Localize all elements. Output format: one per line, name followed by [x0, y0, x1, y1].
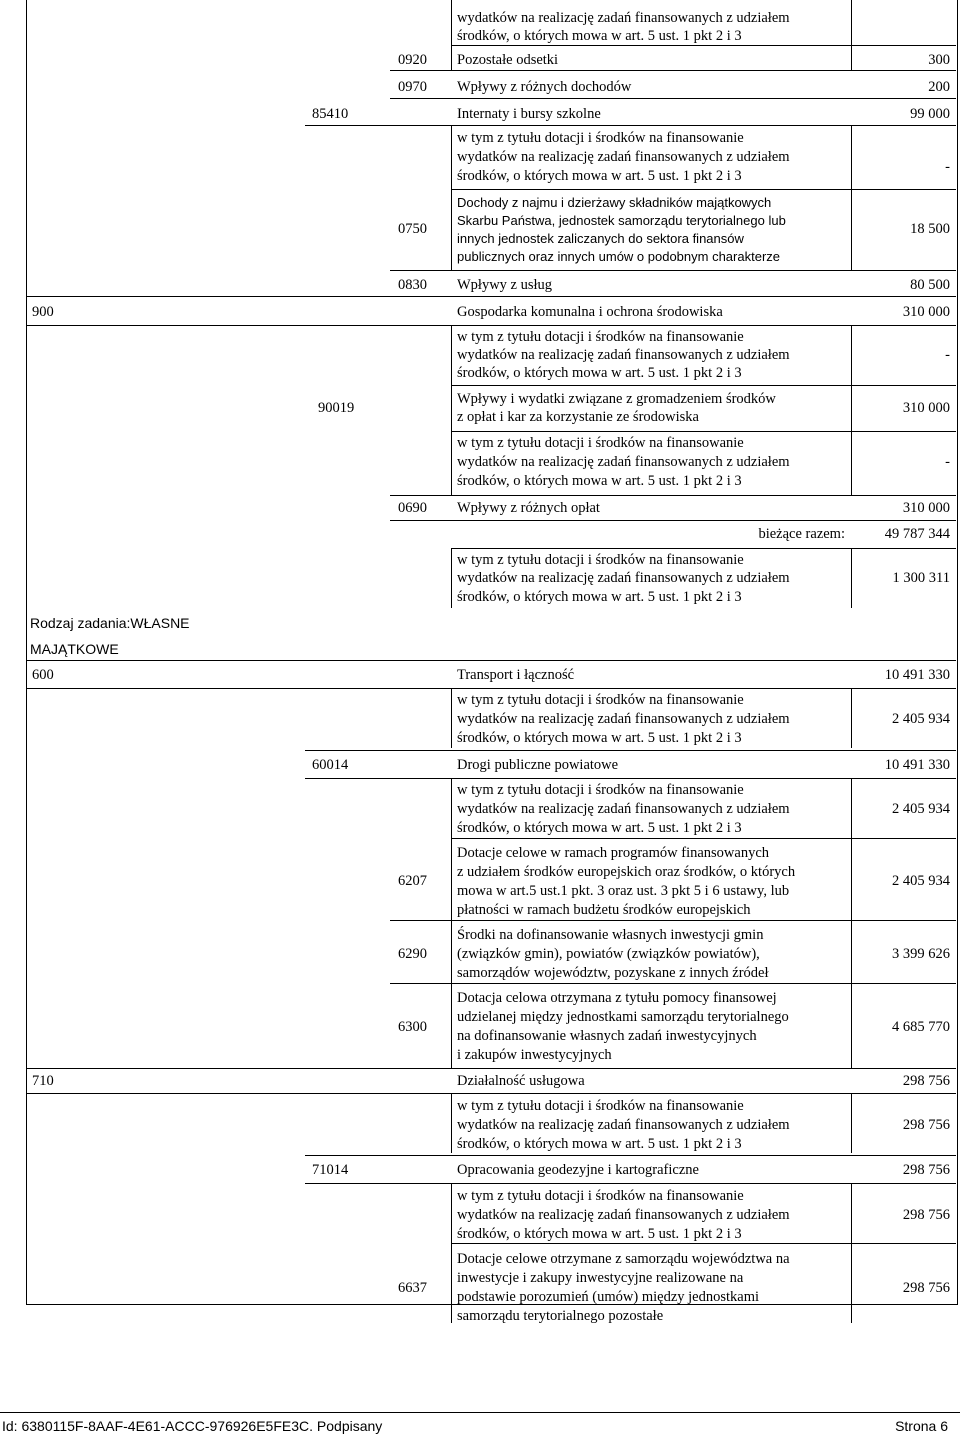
row-amount: 4 685 770 [892, 1019, 950, 1035]
row-divider [305, 778, 956, 779]
section-code: 600 [32, 667, 54, 683]
chapter-code: 90019 [318, 400, 355, 416]
row-divider [390, 495, 956, 496]
divider [851, 0, 852, 70]
section-code: 900 [32, 304, 54, 320]
w-tym-line: środków, o których mowa w art. 5 ust. 1 pkt 2 i 3 [457, 28, 742, 44]
w-tym-line: środków, o których mowa w art. 5 ust. 1 pkt 2 i 3 [457, 1136, 742, 1152]
paragraph-code: 0690 [398, 500, 427, 516]
chapter-code: 71014 [312, 1162, 349, 1178]
paragraph-code: 0920 [398, 52, 427, 68]
row-name: Pozostałe odsetki [457, 52, 559, 68]
row-name: Dotacje celowe otrzymane z samorządu województwa na [457, 1251, 790, 1267]
paragraph-code: 6637 [398, 1280, 427, 1296]
row-name: Wpływy z różnych opłat [457, 500, 600, 516]
task-type-label: Rodzaj zadania:WŁASNE [30, 615, 190, 631]
row-divider [451, 45, 956, 46]
row-amount: 10 491 330 [884, 757, 950, 773]
w-tym-line: wydatków na realizację zadań finansowanych z udziałem [457, 454, 790, 470]
row-name: Skarbu Państwa, jednostek samorządu terytorialnego lub [457, 213, 786, 228]
w-tym-line: w tym z tytułu dotacji i środków na finansowanie [457, 782, 744, 798]
row-name: Transport i łączność [457, 667, 575, 683]
row-divider [390, 70, 956, 71]
row-amount: - [945, 347, 950, 363]
row-name: Środki na dofinansowanie własnych inwestycji gmin [457, 927, 764, 943]
row-divider [451, 838, 956, 839]
row-divider [451, 385, 956, 386]
row-name: z udziałem środków europejskich oraz środków, o których [457, 864, 796, 880]
row-amount: 310 000 [902, 500, 950, 516]
row-amount: 18 500 [910, 221, 950, 237]
row-name: Drogi publiczne powiatowe [457, 757, 619, 773]
row-amount: 80 500 [910, 277, 950, 293]
row-amount: 3 399 626 [892, 946, 950, 962]
row-name: inwestycje i zakupy inwestycyjne realizowane na [457, 1270, 744, 1286]
divider [851, 1183, 852, 1323]
row-name: Dotacje celowe w ramach programów finansowanych [457, 845, 770, 861]
row-name: Dochody z najmu i dzierżawy składników majątkowych [457, 195, 772, 210]
row-name: Działalność usługowa [457, 1073, 585, 1089]
total-amount: 49 787 344 [884, 526, 950, 542]
paragraph-code: 6300 [398, 1019, 427, 1035]
row-divider [390, 983, 956, 984]
row-divider [451, 189, 956, 190]
row-name: Wpływy z różnych dochodów [457, 79, 632, 95]
row-divider [390, 98, 956, 99]
w-tym-line: wydatków na realizację zadań finansowanych z udziałem [457, 10, 790, 26]
w-tym-line: w tym z tytułu dotacji i środków na finansowanie [457, 329, 744, 345]
row-name: mowa w art.5 ust.1 pkt. 3 oraz ust. 3 pkt 5 i 6 ustawy, lub [457, 883, 790, 899]
row-name: Wpływy i wydatki związane z gromadzeniem środków [457, 391, 776, 407]
paragraph-code: 6207 [398, 873, 427, 889]
row-name: z opłat i kar za korzystanie ze środowiska [457, 409, 699, 425]
document-id: Id: 6380115F-8AAF-4E61-ACCC-976926E5FE3C. Podpisany [2, 1418, 383, 1434]
row-name: Gospodarka komunalna i ochrona środowiska [457, 304, 723, 320]
w-tym-line: w tym z tytułu dotacji i środków na finansowanie [457, 1098, 744, 1114]
divider [451, 778, 452, 1068]
row-name: i zakupów inwestycyjnych [457, 1047, 612, 1063]
row-amount: 298 756 [902, 1162, 950, 1178]
row-divider [26, 1068, 956, 1069]
divider [451, 1183, 452, 1323]
row-name: płatności w ramach budżetu środków europejskich [457, 902, 751, 918]
paragraph-code: 0750 [398, 221, 427, 237]
row-amount: 310 000 [902, 400, 950, 416]
row-divider [26, 325, 956, 326]
row-name: Wpływy z usług [457, 277, 553, 293]
w-tym-line: w tym z tytułu dotacji i środków na finansowanie [457, 552, 744, 568]
w-tym-line: środków, o których mowa w art. 5 ust. 1 pkt 2 i 3 [457, 820, 742, 836]
w-tym-line: środków, o których mowa w art. 5 ust. 1 pkt 2 i 3 [457, 1226, 742, 1242]
row-amount: 99 000 [910, 106, 950, 122]
w-tym-line: wydatków na realizację zadań finansowanych z udziałem [457, 1117, 790, 1133]
w-tym-line: wydatków na realizację zadań finansowanych z udziałem [457, 347, 790, 363]
total-label: bieżące razem: [758, 526, 845, 542]
w-tym-line: w tym z tytułu dotacji i środków na finansowanie [457, 1188, 744, 1204]
w-tym-line: wydatków na realizację zadań finansowanych z udziałem [457, 570, 790, 586]
row-divider [305, 125, 956, 126]
w-tym-line: wydatków na realizację zadań finansowanych z udziałem [457, 801, 790, 817]
w-tym-line: środków, o których mowa w art. 5 ust. 1 pkt 2 i 3 [457, 473, 742, 489]
w-tym-line: wydatków na realizację zadań finansowanych z udziałem [457, 711, 790, 727]
row-divider [390, 520, 956, 521]
total-w-amount: 1 300 311 [892, 570, 950, 586]
w-tym-line: środków, o których mowa w art. 5 ust. 1 pkt 2 i 3 [457, 589, 742, 605]
chapter-code: 60014 [312, 757, 349, 773]
row-amount: - [945, 454, 950, 470]
page-number: Strona 6 [895, 1418, 948, 1434]
row-divider [26, 296, 956, 297]
row-name: udzielanej między jednostkami samorządu terytorialnego [457, 1009, 789, 1025]
row-divider [390, 270, 956, 271]
section-code: 710 [32, 1073, 54, 1089]
divider [851, 125, 852, 270]
row-divider [26, 1093, 956, 1094]
divider [451, 325, 452, 495]
row-amount: 300 [928, 52, 950, 68]
row-divider [26, 660, 956, 661]
w-tym-line: wydatków na realizację zadań finansowanych z udziałem [457, 1207, 790, 1223]
row-divider [390, 920, 956, 921]
row-divider [451, 1243, 956, 1244]
w-tym-line: w tym z tytułu dotacji i środków na finansowanie [457, 130, 744, 146]
row-amount: 298 756 [902, 1207, 950, 1223]
row-amount: 10 491 330 [884, 667, 950, 683]
row-name: (związków gmin), powiatów (związków powiatów), [457, 946, 760, 962]
section-heading: MAJĄTKOWE [30, 641, 119, 657]
w-tym-line: w tym z tytułu dotacji i środków na finansowanie [457, 692, 744, 708]
row-amount: 2 405 934 [892, 711, 950, 727]
row-divider [305, 750, 956, 751]
chapter-code: 85410 [312, 106, 349, 122]
row-name: Internaty i bursy szkolne [457, 106, 601, 122]
w-tym-line: w tym z tytułu dotacji i środków na finansowanie [457, 435, 744, 451]
row-amount: 2 405 934 [892, 801, 950, 817]
row-amount: 298 756 [902, 1117, 950, 1133]
row-amount: 298 756 [902, 1073, 950, 1089]
row-divider [305, 1155, 956, 1156]
row-name: innych jednostek zaliczanych do sektora finansów [457, 231, 744, 246]
w-tym-line: wydatków na realizację zadań finansowanych z udziałem [457, 149, 790, 165]
row-name: samorządu terytorialnego pozostałe [457, 1308, 664, 1324]
w-tym-line: środków, o których mowa w art. 5 ust. 1 pkt 2 i 3 [457, 168, 742, 184]
row-name: Opracowania geodezyjne i kartograficzne [457, 1162, 699, 1178]
row-name: podstawie porozumień (umów) między jednostkami [457, 1289, 760, 1305]
w-tym-line: środków, o których mowa w art. 5 ust. 1 pkt 2 i 3 [457, 730, 742, 746]
row-divider [451, 548, 956, 549]
row-divider [451, 431, 956, 432]
row-divider [305, 1183, 956, 1184]
divider [451, 548, 452, 608]
divider [451, 1093, 452, 1153]
row-name: samorządów województw, pozyskane z innych źródeł [457, 965, 769, 981]
row-name: na dofinansowanie własnych zadań inwestycyjnych [457, 1028, 757, 1044]
row-divider [26, 688, 956, 689]
w-tym-line: środków, o których mowa w art. 5 ust. 1 pkt 2 i 3 [457, 365, 742, 381]
row-amount: 298 756 [902, 1280, 950, 1296]
row-amount: - [945, 159, 950, 175]
row-amount: 310 000 [902, 304, 950, 320]
paragraph-code: 6290 [398, 946, 427, 962]
page-footer [0, 1412, 960, 1437]
row-amount: 2 405 934 [892, 873, 950, 889]
divider [451, 688, 452, 748]
paragraph-code: 0830 [398, 277, 427, 293]
row-name: publicznych oraz innych umów o podobnym charakterze [457, 249, 781, 264]
divider [451, 125, 452, 270]
paragraph-code: 0970 [398, 79, 427, 95]
row-name: Dotacja celowa otrzymana z tytułu pomocy finansowej [457, 990, 777, 1006]
row-amount: 200 [928, 79, 950, 95]
divider [451, 0, 452, 70]
